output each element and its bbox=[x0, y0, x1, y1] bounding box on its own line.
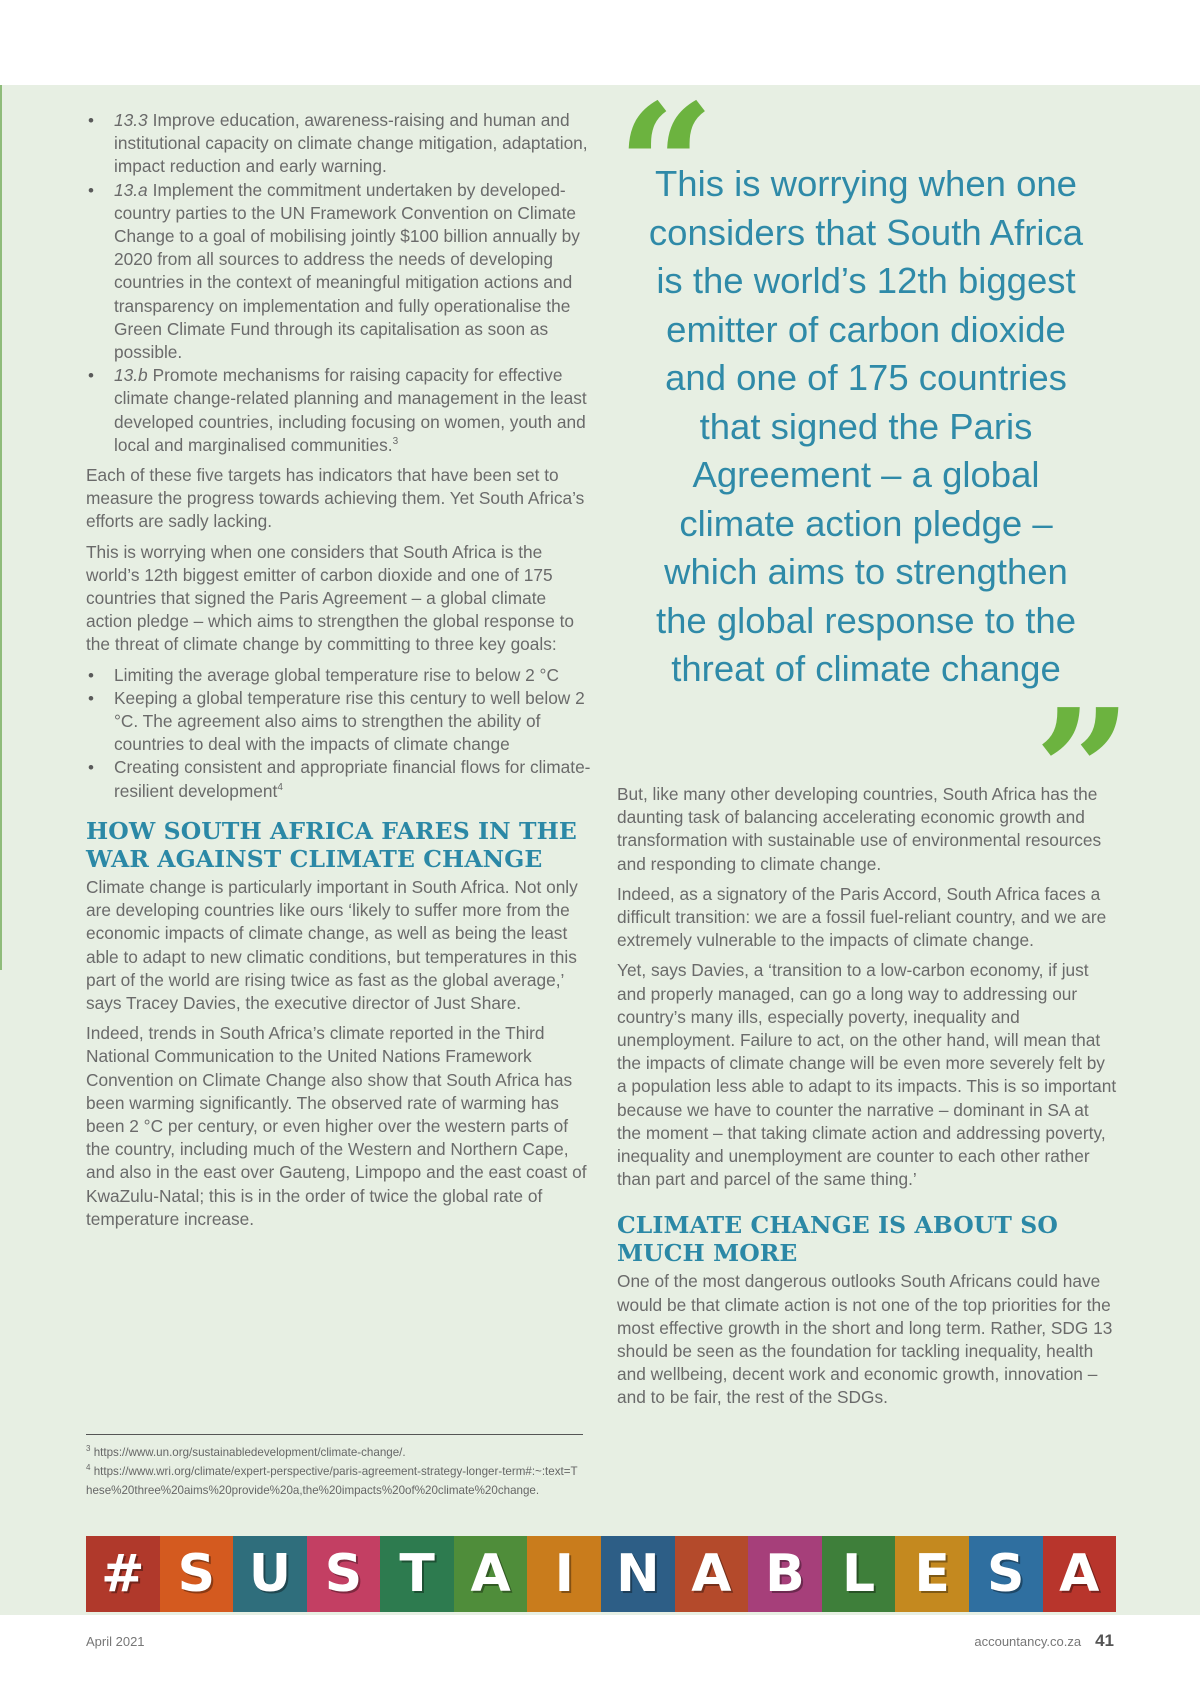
goal-text: Limiting the average global temperature rise to below 2 °C bbox=[114, 664, 559, 685]
sdg-target-list bbox=[86, 109, 591, 457]
banner-letter-tile: E bbox=[895, 1536, 969, 1612]
banner-letter-tile: A bbox=[1043, 1536, 1117, 1612]
sustainable-sa-banner bbox=[86, 1536, 1116, 1612]
list-item bbox=[86, 687, 591, 757]
goal-text: Keeping a global temperature rise this century to well below 2 °C. The agreement also aims to strengthen the ability of countries to deal with the impacts of climate change bbox=[114, 687, 585, 755]
banner-letter-tile: S bbox=[160, 1536, 234, 1612]
left-column bbox=[86, 109, 591, 1231]
body-paragraph: Indeed, as a signatory of the Paris Accord, South Africa faces a difficult transition: we are a fossil fuel-reliant country, and we are extremely vulnerable to the impacts of climate change. bbox=[617, 883, 1107, 951]
paris-goals-list bbox=[86, 664, 591, 803]
pull-quote: This is worrying when one considers that South Africa is the world’s 12th biggest emitter of carbon dioxide and one of 175 countries that signed the Paris Agreement – a global climate action pledge – which aims to strengthen the global response to the threat of climate change bbox=[648, 163, 1084, 689]
banner-letter-tile: I bbox=[527, 1536, 601, 1612]
banner-letter-tile: S bbox=[307, 1536, 381, 1612]
footnotes bbox=[86, 1434, 583, 1500]
banner-letter-tile: A bbox=[454, 1536, 528, 1612]
banner-letter-tile: T bbox=[380, 1536, 454, 1612]
body-paragraph: Climate change is particularly important in South Africa. Not only are developing countries like ours ‘likely to suffer more from the economic impacts of climate change, as well as being the least able to adapt to new climatic conditions, but temperatures in this part of the world are rising twice as fast as the global average,’ says Tracey Davies, the executive director of Just Share. bbox=[86, 876, 578, 1013]
footnote-link[interactable]: https://www.wri.org/climate/expert-perspective/paris-agreement-strategy-longer-term#:~:text=These%20three%20aims%20provide%20a,the%20impacts%20of%20climate%20change. bbox=[86, 1465, 578, 1497]
footnote-number: 4 bbox=[86, 1463, 91, 1473]
open-quote-icon: “ bbox=[617, 67, 715, 267]
list-item bbox=[86, 179, 591, 365]
body-paragraph: This is worrying when one considers that South Africa is the world’s 12th biggest emitter of carbon dioxide and one of 175 countries that signed the Paris Agreement – a global climate action pledge – which aims to strengthen the global response to the threat of climate change by committing to three key goals: bbox=[86, 541, 575, 655]
list-item bbox=[86, 756, 591, 802]
target-number: 13.a bbox=[114, 179, 148, 200]
footnote bbox=[86, 1462, 583, 1500]
footnote-ref: 3 bbox=[392, 436, 399, 448]
page-number: 41 bbox=[1095, 1631, 1114, 1650]
banner-letter-tile: # bbox=[86, 1536, 160, 1612]
section-heading: CLIMATE CHANGE IS ABOUT SO MUCH MORE bbox=[617, 1211, 1058, 1268]
footer-right bbox=[974, 1631, 1114, 1651]
target-text: Promote mechanisms for raising capacity for effective climate change-related planning and management in the least developed countries, including focusing on women, youth and local and marginalised communities. bbox=[114, 365, 587, 455]
banner-letter-tile: U bbox=[233, 1536, 307, 1612]
left-accent-rule bbox=[0, 85, 2, 970]
banner-letter-tile: S bbox=[969, 1536, 1043, 1612]
list-item bbox=[86, 109, 591, 179]
list-item bbox=[86, 664, 591, 687]
body-paragraph: But, like many other developing countries, South Africa has the daunting task of balancing accelerating economic growth and transformation with sustainable use of environmental resources and responding to climate change. bbox=[617, 784, 1102, 874]
body-paragraph: Each of these five targets has indicators that have been set to measure the progress towards achieving them. Yet South Africa’s efforts are sadly lacking. bbox=[86, 465, 585, 532]
goal-text: Creating consistent and appropriate financial flows for climate-resilient development bbox=[114, 757, 591, 801]
target-text: Improve education, awareness-raising and human and institutional capacity on climate change mitigation, adaptation, impact reduction and early warning. bbox=[114, 110, 588, 177]
list-item bbox=[86, 364, 591, 457]
body-paragraph: Indeed, trends in South Africa’s climate reported in the Third National Communication to the United Nations Framework Convention on Climate Change also show that South Africa has been warming significantly. The observed rate of warming has been 2 °C per century, or even higher over the western parts of the country, including much of the Western and Northern Cape, and also in the east over Gauteng, Limpopo and the east coast of KwaZulu-Natal; this is in the order of twice the global rate of temperature increase. bbox=[86, 1023, 587, 1229]
target-number: 13.b bbox=[114, 365, 148, 386]
body-paragraph: One of the most dangerous outlooks South Africans could have would be that climate action is not one of the top priorities for the most effective growth in the short and long term. Rather, SDG 13 should be seen as the foundation for tackling inequality, health and wellbeing, decent work and economic growth, innovation – and to be fair, the rest of the SDGs. bbox=[617, 1271, 1113, 1408]
banner-letter-tile: N bbox=[601, 1536, 675, 1612]
footnote-number: 3 bbox=[86, 1444, 91, 1454]
body-paragraph: Yet, says Davies, a ‘transition to a low-carbon economy, if just and properly managed, can go a long way to addressing our country’s many ills, especially poverty, inequality and unemployment. Failure to act, on the other hand, will mean that the impacts of climate change will be even more severely felt by a population less able to adapt to its impacts. This is so important because we have to counter the narrative – dominant in SA at the moment – that taking climate action and addressing poverty, inequality and unemployment are counter to each other rather than part and parcel of the same thing.’ bbox=[617, 960, 1117, 1190]
footnote-ref: 4 bbox=[277, 781, 283, 793]
right-column bbox=[617, 783, 1117, 1410]
close-quote-icon: ” bbox=[1034, 672, 1132, 872]
target-text: Implement the commitment undertaken by developed-country parties to the UN Framework Convention on Climate Change to a goal of mobilising jointly $100 billion annually by 2020 from all sources to address the needs of developing countries in the context of meaningful mitigation actions and transparency on implementation and fully operationalise the Green Climate Fund through its capitalisation as soon as possible. bbox=[114, 179, 580, 363]
banner-letter-tile: A bbox=[675, 1536, 749, 1612]
site-url[interactable]: accountancy.co.za bbox=[974, 1634, 1082, 1649]
section-heading: HOW SOUTH AFRICA FARES IN THE WAR AGAINST CLIMATE CHANGE bbox=[86, 816, 577, 873]
issue-date: April 2021 bbox=[86, 1634, 145, 1649]
banner-letter-tile: B bbox=[748, 1536, 822, 1612]
footnote bbox=[86, 1443, 583, 1462]
banner-letter-tile: L bbox=[822, 1536, 896, 1612]
target-number: 13.3 bbox=[114, 110, 148, 130]
footnote-link[interactable]: https://www.un.org/sustainabledevelopment/climate-change/. bbox=[93, 1446, 406, 1459]
